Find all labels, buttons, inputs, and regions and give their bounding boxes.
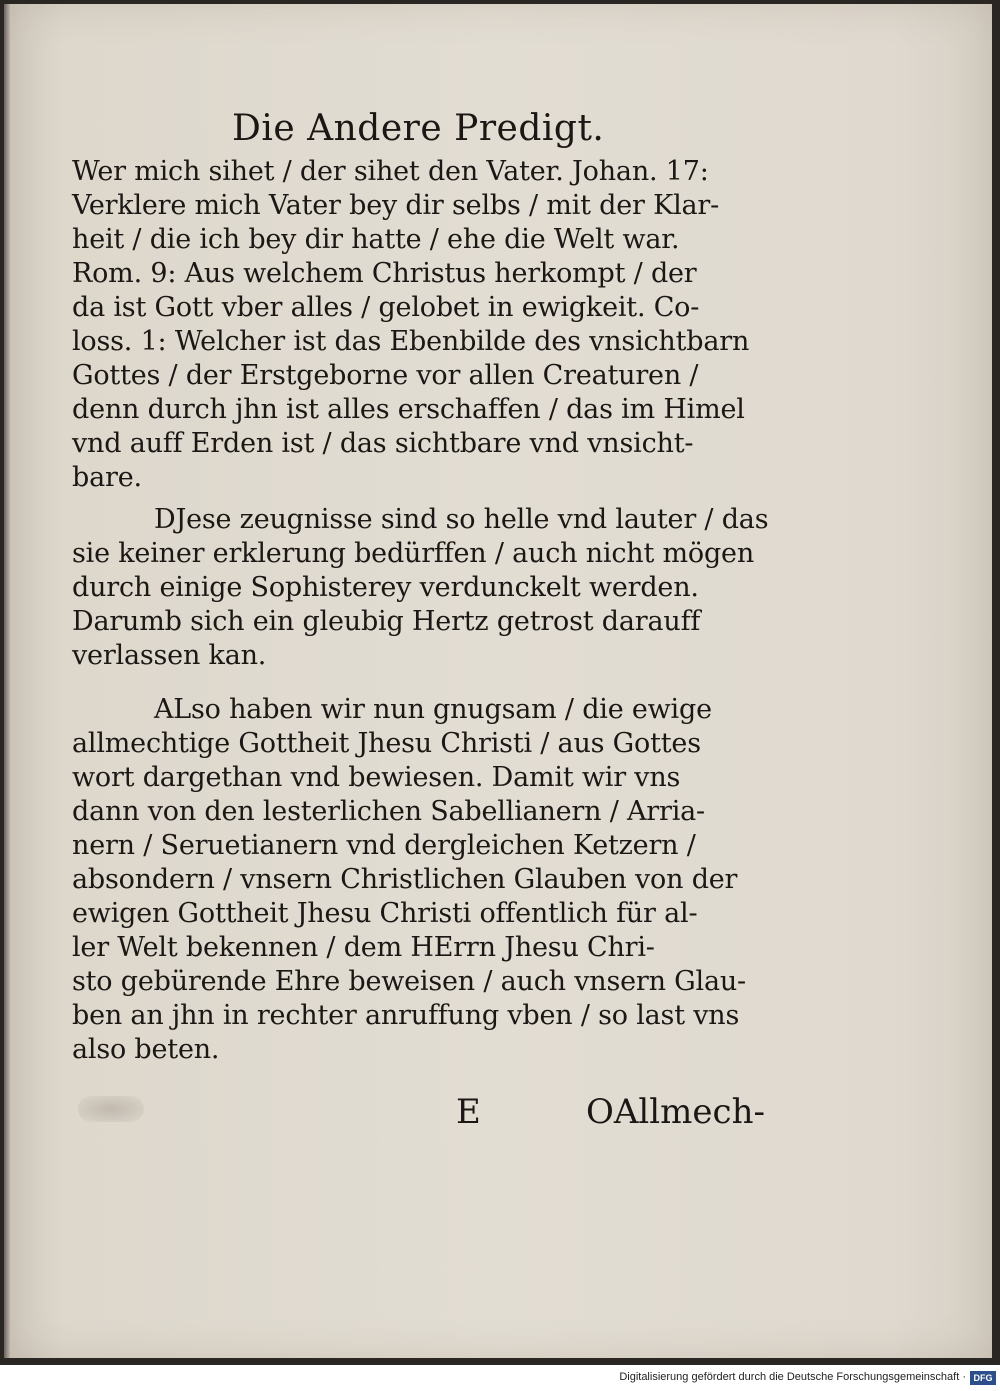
- text-line: ewigen Gottheit Jhesu Christi offentlich für al-: [72, 898, 698, 929]
- text-line: sie keiner erklerung bedürffen / auch nicht mögen: [72, 538, 755, 569]
- running-title: Die Andere Predigt.: [232, 108, 605, 149]
- text-line: heit / die ich bey dir hatte / ehe die Welt war.: [72, 224, 680, 255]
- catchword: OAllmech-: [586, 1092, 765, 1132]
- funding-credit: Digitalisierung gefördert durch die Deutsche Forschungsgemeinschaft ·: [619, 1371, 966, 1383]
- text-line: ben an jhn in rechter anruffung vben / so last vns: [72, 1000, 740, 1031]
- text-line: Darumb sich ein gleubig Hertz getrost darauff: [72, 606, 701, 637]
- text-line: Gottes / der Erstgeborne vor allen Creaturen /: [72, 360, 699, 391]
- text-line: Wer mich sihet / der sihet den Vater. Johan. 17:: [72, 156, 709, 187]
- text-line: durch einige Sophisterey verdunckelt werden.: [72, 572, 699, 603]
- library-stamp: [78, 1096, 144, 1122]
- text-line: dann von den lesterlichen Sabellianern / Arria-: [72, 796, 705, 827]
- book-page: [4, 4, 992, 1358]
- text-line: allmechtige Gottheit Jhesu Christi / aus Gottes: [72, 728, 701, 759]
- text-line: vnd auff Erden ist / das sichtbare vnd vnsicht-: [72, 428, 694, 459]
- text-line: denn durch jhn ist alles erschaffen / das im Himel: [72, 394, 745, 425]
- text-line: ler Welt bekennen / dem HErrn Jhesu Chri-: [72, 932, 655, 963]
- text-line: Rom. 9: Aus welchem Christus herkompt / der: [72, 258, 697, 289]
- text-line: also beten.: [72, 1034, 220, 1065]
- dfg-logo-icon[interactable]: DFG: [970, 1371, 996, 1385]
- text-line: verlassen kan.: [72, 640, 267, 671]
- text-line: loss. 1: Welcher ist das Ebenbilde des vnsichtbarn: [72, 326, 750, 357]
- text-line: ALso haben wir nun gnugsam / die ewige: [154, 694, 712, 725]
- text-line: bare.: [72, 462, 142, 493]
- text-line: Verklere mich Vater bey dir selbs / mit der Klar-: [72, 190, 720, 221]
- text-line: absondern / vnsern Christlichen Glauben von der: [72, 864, 738, 895]
- page-gutter: [4, 4, 10, 1358]
- signature-mark: E: [456, 1092, 481, 1132]
- text-line: sto gebürende Ehre beweisen / auch vnsern Glau-: [72, 966, 746, 997]
- footer-bar: [0, 1365, 1000, 1391]
- text-line: da ist Gott vber alles / gelobet in ewigkeit. Co-: [72, 292, 700, 323]
- text-line: DJese zeugnisse sind so helle vnd lauter / das: [154, 504, 769, 535]
- text-line: nern / Seruetianern vnd dergleichen Ketzern /: [72, 830, 696, 861]
- text-line: wort dargethan vnd bewiesen. Damit wir vns: [72, 762, 681, 793]
